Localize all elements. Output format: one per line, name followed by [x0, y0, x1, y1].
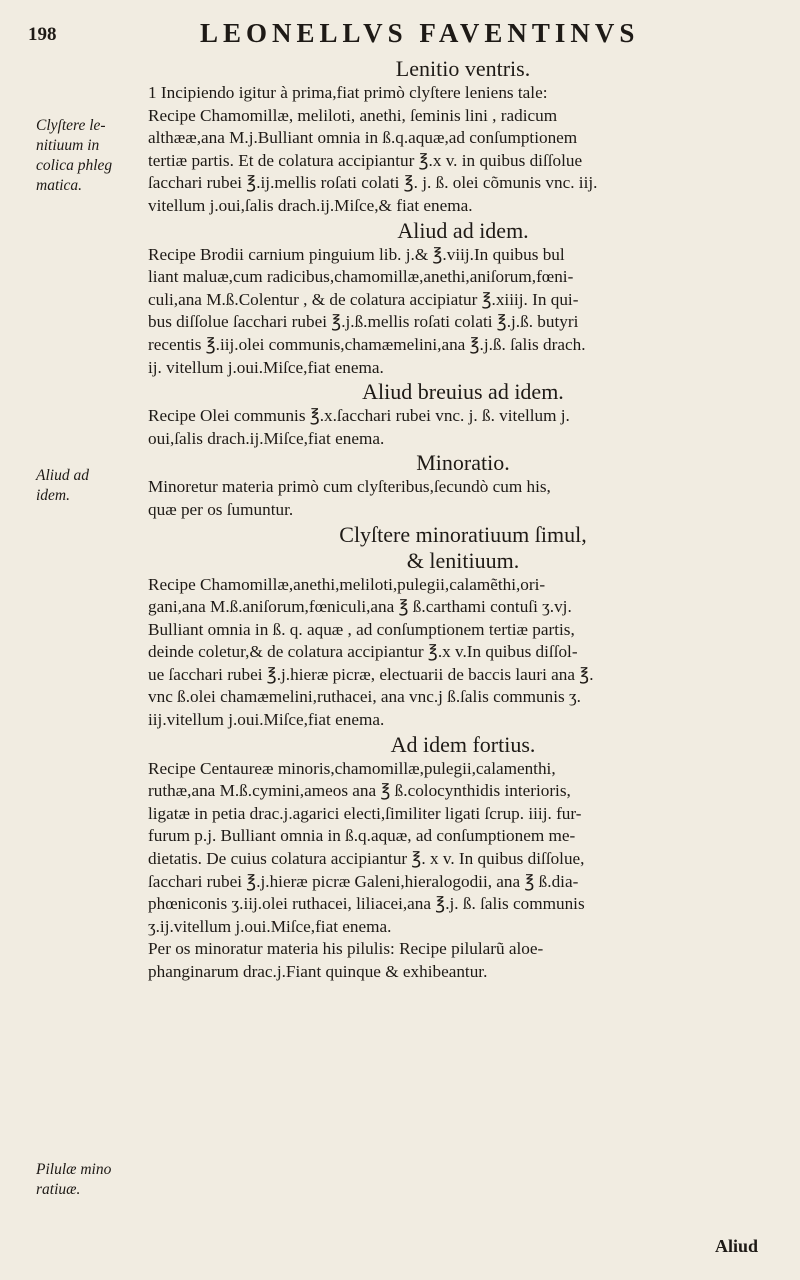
text-line: phanginarum drac.j.Fiant quinque & exhibeantur.	[148, 962, 488, 981]
margin-note-line: Clyſtere le-	[36, 117, 106, 134]
text-line: quæ per os ſumuntur.	[148, 499, 294, 519]
page-number: 198	[28, 24, 57, 45]
section-heading: & lenitiuum.	[406, 547, 520, 573]
margin-note-line: Pilulæ mino	[36, 1161, 112, 1178]
margin-note-line: Aliud ad	[36, 467, 89, 484]
margin-note-line: matica.	[36, 177, 83, 194]
margin-note-line: ratiuæ.	[36, 1181, 81, 1198]
margin-note-pilulae	[36, 1160, 144, 1200]
margin-note-line: idem.	[36, 487, 71, 504]
body-text	[148, 56, 778, 984]
section-heading: Aliud ad idem.	[397, 217, 529, 243]
text-line: vitellum j.oui,ſalis drach.ij.Miſce,& fiat enema.	[148, 195, 473, 215]
text-line: ſacchari rubei ℥.ij.mellis roſati colati ℥. j. ß. olei cõmunis vnc. iij.	[148, 173, 598, 193]
text-line: ij. vitellum j.oui.Miſce,fiat enema.	[148, 357, 384, 377]
text-line: bus diſſolue ſacchari rubei ℥.j.ß.mellis roſati colati ℥.j.ß. butyri	[148, 312, 579, 332]
page-header	[28, 18, 768, 54]
section-heading: Lenitio ventris.	[395, 56, 531, 81]
text-line: oui,ſalis drach.ij.Miſce,fiat enema.	[148, 428, 385, 448]
text-line: Recipe Chamomillæ,anethi,meliloti,pulegii,calamẽthi,ori-	[148, 574, 546, 594]
text-line: Recipe Centaureæ minoris,chamomillæ,pulegii,calamenthi,	[148, 758, 556, 778]
text-line: gani,ana M.ß.aniſorum,fœniculi,ana ℥ ß.carthami contuſi ʒ.vj.	[148, 597, 572, 617]
text-line: ʒ.ij.vitellum j.oui.Miſce,fiat enema.	[148, 916, 392, 936]
text-line: Recipe Chamomillæ, meliloti, anethi, ſeminis lini , radicum	[148, 105, 558, 125]
text-line: vnc ß.olei chamæmelini,ruthacei, ana vnc.j ß.ſalis communis ʒ.	[148, 687, 581, 707]
text-line: ruthæ,ana M.ß.cymini,ameos ana ℥ ß.colocynthidis interioris,	[148, 781, 571, 801]
margin-note-line: colica phleg	[36, 157, 113, 174]
text-line: furum p.j. Bulliant omnia in ß.q.aquæ, ad conſumptionem me-	[148, 826, 576, 846]
text-line: ſacchari rubei ℥.j.hieræ picræ Galeni,hieralogodii, ana ℥ ß.dia-	[148, 871, 579, 891]
margin-note-line: nitiuum in	[36, 137, 100, 154]
section-heading: Minoratio.	[416, 450, 510, 476]
section-heading: Clyſtere minoratiuum ſimul,	[339, 521, 587, 547]
text-line: ligatæ in petia drac.j.agarici electi,ſimiliter ligati ſcrup. iiij. fur-	[148, 803, 582, 823]
text-line: deinde coletur,& de colatura accipiantur ℥.x v.In quibus diſſol-	[148, 642, 578, 662]
text-line: iij.vitellum j.oui.Miſce,fiat enema.	[148, 710, 385, 730]
text-line: recentis ℥.iij.olei communis,chamæmelini,ana ℥.j.ß. ſalis drach.	[148, 334, 586, 354]
text-line: tertiæ partis. Et de colatura accipiantur ℥.x v. in quibus diſſolue	[148, 150, 583, 170]
text-line: Per os minoratur materia his pilulis: Recipe pilularũ aloe-	[148, 939, 544, 959]
catchword: Aliud	[714, 1236, 758, 1256]
text-line: 1 Incipiendo igitur à prima,fiat primò clyſtere leniens tale:	[148, 83, 548, 102]
text-line: liant maluæ,cum radicibus,chamomillæ,anethi,aniſorum,fœni-	[148, 267, 574, 287]
section-heading: Aliud breuius ad idem.	[362, 379, 564, 405]
text-line: Bulliant omnia in ß. q. aquæ , ad conſumptionem tertiæ partis,	[148, 619, 575, 639]
text-line: Minoretur materia primò cum clyſteribus,ſecundò cum his,	[148, 477, 551, 497]
text-line: althææ,ana M.j.Bulliant omnia in ß.q.aquæ,ad conſumptionem	[148, 128, 578, 148]
text-line: ue ſacchari rubei ℥.j.hieræ picræ, electuarii de baccis lauri ana ℥.	[148, 664, 594, 684]
margin-note-clystere	[36, 116, 144, 196]
running-head: LEONELLVS FAVENTINVS	[200, 18, 640, 48]
text-line: phœniconis ʒ.iij.olei ruthacei, liliacei,ana ℥.j. ß. ſalis communis	[148, 894, 585, 914]
text-line: Recipe Brodii carnium pinguium lib. j.& ℥.viij.In quibus bul	[148, 244, 565, 264]
text-line: culi,ana M.ß.Colentur , & de colatura accipiatur ℥.xiiij. In qui-	[148, 289, 579, 309]
margin-note-aliud	[36, 466, 144, 506]
text-line: dietatis. De cuius colatura accipiantur ℥. x v. In quibus diſſolue,	[148, 849, 585, 869]
section-heading: Ad idem fortius.	[390, 731, 536, 757]
text-line: Recipe Olei communis ℥.x.ſacchari rubei vnc. j. ß. vitellum j.	[148, 406, 570, 426]
